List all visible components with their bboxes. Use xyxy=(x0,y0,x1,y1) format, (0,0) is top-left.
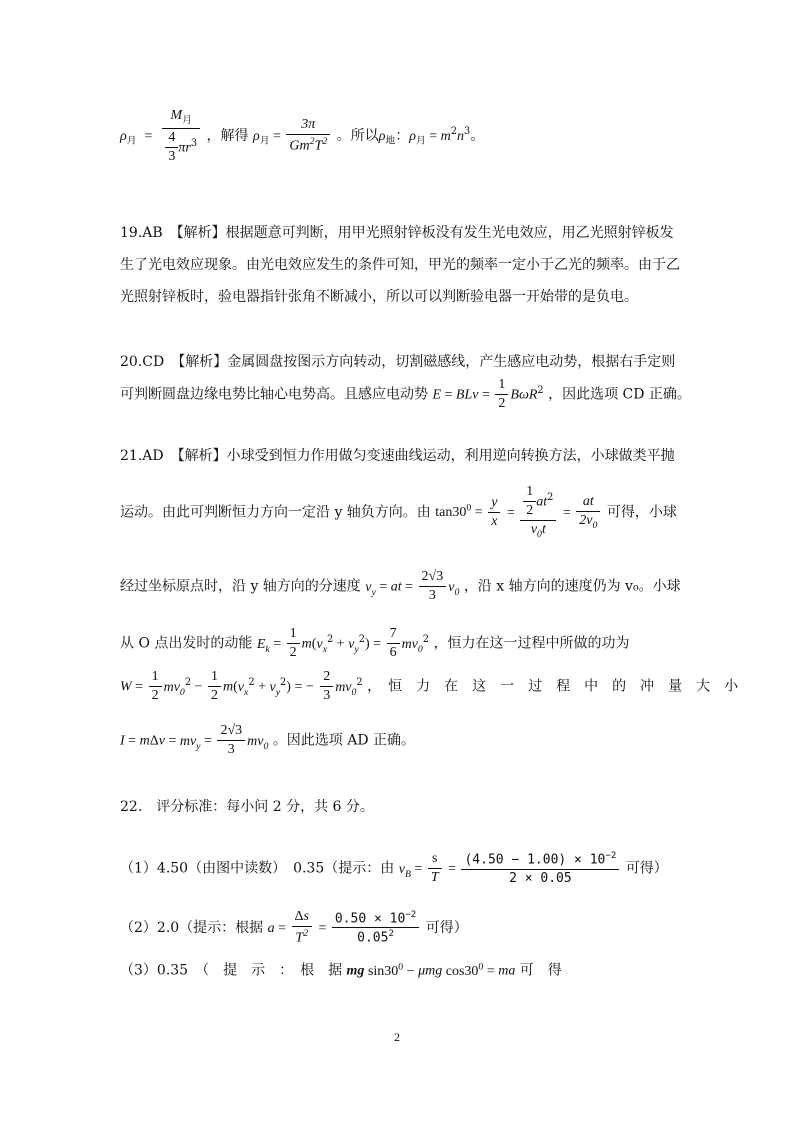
q20-line-2: 可判断圆盘边缘电势比轴心电势高。且感应电动势 E = BLv = $\frac{1}{2}$ BωR$^2$ ，因此选项 CD 正确。 xyxy=(120,377,691,411)
q21-line-5: W = $\frac{1}{2}$ $mv_0^2$ − $\frac{1}{2}$ $m(v_x^2 + v_y^2)$ = − $\frac{2}{3}$ $mv_0^2$ ， 恒 力 在 这 一 过 程 中 的 冲 量 大 小 xyxy=(120,669,739,703)
q19-line-3: 光照射锌板时，验电器指针张角不断减小，所以可以判断验电器一开始带的是负电。 xyxy=(120,289,638,305)
q22-part-2: （2）2.0（提示：根据 a = $\frac{\Delta s}{T^2}$ = $\frac{0.50 \times 10^{-2}}{0.05^2}$ 可得） xyxy=(120,909,468,946)
q19-line-1: 19.AB 【解析】根据题意可判断，用甲光照射锌板没有发生光电效应，用乙光照射锌板发 xyxy=(120,225,674,241)
q21-line-1: 21.AD 【解析】小球受到恒力作用做匀变速曲线运动，利用逆向转换方法，小球做类平抛 xyxy=(120,448,675,464)
q22-header: 22. 评分标准：每小问 2 分，共 6 分。 xyxy=(120,799,374,815)
q19-line-2: 生了光电效应现象。由光电效应发生的条件可知，甲光的频率一定小于乙光的频率。由于乙 xyxy=(120,257,680,273)
q21-line-3: 经过坐标原点时，沿 y 轴方向的分速度 $v_y$ = at = $\frac{2√3}{3}$ $v_0$ ，沿 x 轴方向的速度仍为 v₀。小球 xyxy=(120,569,681,603)
q21-line-6: $I = m\Delta v = mv_y$ = $\frac{2√3}{3}$ $mv_0$ 。因此选项 AD 正确。 xyxy=(120,723,416,757)
q21-line-2: 运动。由此可判断恒力方向一定沿 y 轴负方向。由 $\tan 30^0$ = $\frac{y}{x}$ = $\frac{1}{2}$ $at^2$ $v_0t$ = $\frac{at}{2v_0}$ 可得，小球 xyxy=(120,484,677,540)
q22-part-1: （1）4.50（由图中读数） 0.35（提示：由 $v_B$ = $\frac{s}{T}$ = $\frac{(4.50 - 1.00) \times 10^{-2}}{2 \times 0.05}$ 可得） xyxy=(120,851,668,886)
q22-part-3: （3）0.35 （ 提 示 ： 根 据 mg $\sin 30^0 - \mu mg$ $\cos 30^0$ = ma 可 得 xyxy=(120,961,562,979)
rho-formula-line: $\rho_月$ = $M_月$ $\frac{4}{3}$ $\pi r^3$ ，解得 $\rho_月$ = $\frac{3\pi}{Gm^2T^2}$ 。所以$\rho_地$：$\rho_月 = m^2n^3$。 xyxy=(120,108,485,164)
page-number: 2 xyxy=(394,1030,400,1044)
rho-fraction: $M_月$ $\frac{4}{3}$ $\pi r^3$ xyxy=(162,108,200,164)
q20-line-1: 20.CD 【解析】金属圆盘按图示方向转动，切割磁感线，产生感应电动势，根据右手定则 xyxy=(120,354,676,370)
q21-line-4: 从 O 点出发时的动能 $E_k$ = $\frac{1}{2}$ $m(v_x^2 + v_y^2)$ = $\frac{7}{6}$ $mv_0^2$ ，恒力在这一过程中所做的功为 xyxy=(120,626,630,660)
